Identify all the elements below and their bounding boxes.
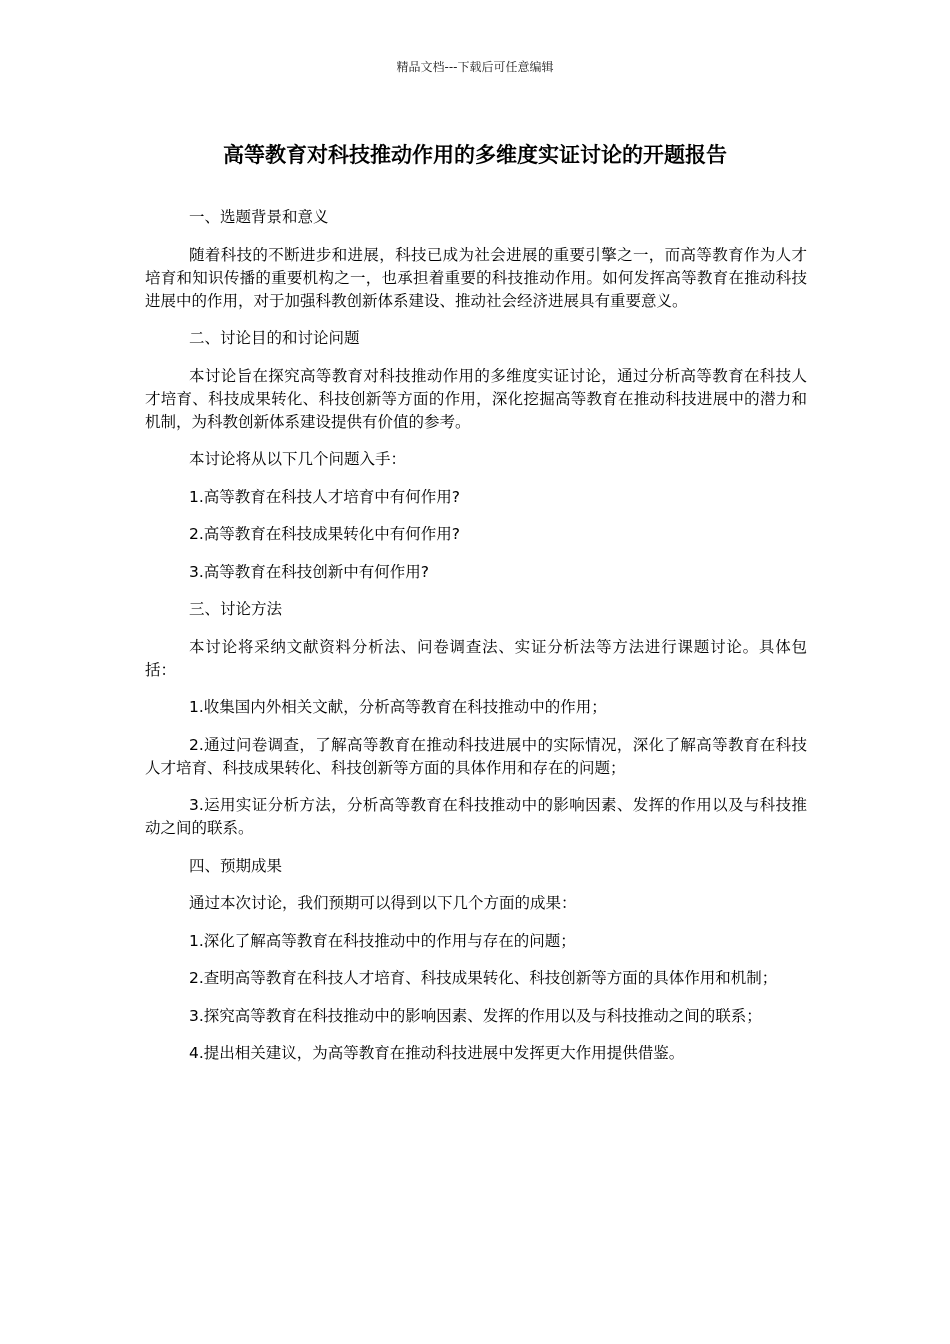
list-item-question-1: 1.高等教育在科技人才培育中有何作用? bbox=[189, 487, 461, 506]
paragraph-purpose: 本讨论旨在探究高等教育对科技推动作用的多维度实证讨论，通过分析高等教育在科技人才培育、科技成果转化、科技创新等方面的作用，深化挖掘高等教育在推动科技进展中的潜力和机制，为科教创新体系建设提供有价值的参考。 bbox=[145, 366, 807, 431]
list-item-method-1: 1.收集国内外相关文献，分析高等教育在科技推动中的作用； bbox=[189, 698, 607, 716]
section-heading-outcomes: 四、预期成果 bbox=[189, 856, 283, 875]
list-item-outcome-1: 1.深化了解高等教育在科技推动中的作用与存在的问题； bbox=[189, 931, 576, 950]
document-title: 高等教育对科技推动作用的多维度实证讨论的开题报告 bbox=[223, 143, 727, 167]
section-heading-background: 一、选题背景和意义 bbox=[189, 208, 329, 226]
paragraph-methods: 本讨论将采纳文献资料分析法、问卷调查法、实证分析法等方法进行课题讨论。具体包括： bbox=[145, 637, 807, 679]
list-item-outcome-2: 2.查明高等教育在科技人才培育、科技成果转化、科技创新等方面的具体作用和机制； bbox=[189, 969, 778, 987]
list-item-question-3: 3.高等教育在科技创新中有何作用? bbox=[189, 562, 430, 581]
list-item-method-2: 2.通过问卷调查，了解高等教育在推动科技进展中的实际情况，深化了解高等教育在科技人才培育、科技成果转化、科技创新等方面的具体作用和存在的问题； bbox=[145, 735, 807, 777]
document-body bbox=[145, 206, 807, 1080]
section-heading-methods: 三、讨论方法 bbox=[189, 600, 283, 618]
section-heading-purpose: 二、讨论目的和讨论问题 bbox=[189, 329, 360, 347]
paragraph-questions-intro: 本讨论将从以下几个问题入手： bbox=[189, 450, 407, 468]
header-note: 精品文档---下载后可任意编辑 bbox=[396, 60, 554, 74]
list-item-method-3: 3.运用实证分析方法，分析高等教育在科技推动中的影响因素、发挥的作用以及与科技推动之间的联系。 bbox=[145, 796, 807, 837]
paragraph-outcomes-intro: 通过本次讨论，我们预期可以得到以下几个方面的成果： bbox=[189, 894, 577, 912]
list-item-question-2: 2.高等教育在科技成果转化中有何作用? bbox=[189, 525, 461, 543]
list-item-outcome-3: 3.探究高等教育在科技推动中的影响因素、发挥的作用以及与科技推动之间的联系； bbox=[189, 1006, 762, 1025]
list-item-outcome-4: 4.提出相关建议，为高等教育在推动科技进展中发挥更大作用提供借鉴。 bbox=[189, 1044, 685, 1062]
paragraph-background: 随着科技的不断进步和进展，科技已成为社会进展的重要引擎之一，而高等教育作为人才培育和知识传播的重要机构之一，也承担着重要的科技推动作用。如何发挥高等教育在推动科技进展中的作用，对于加强科教创新体系建设、推动社会经济进展具有重要意义。 bbox=[145, 245, 807, 310]
